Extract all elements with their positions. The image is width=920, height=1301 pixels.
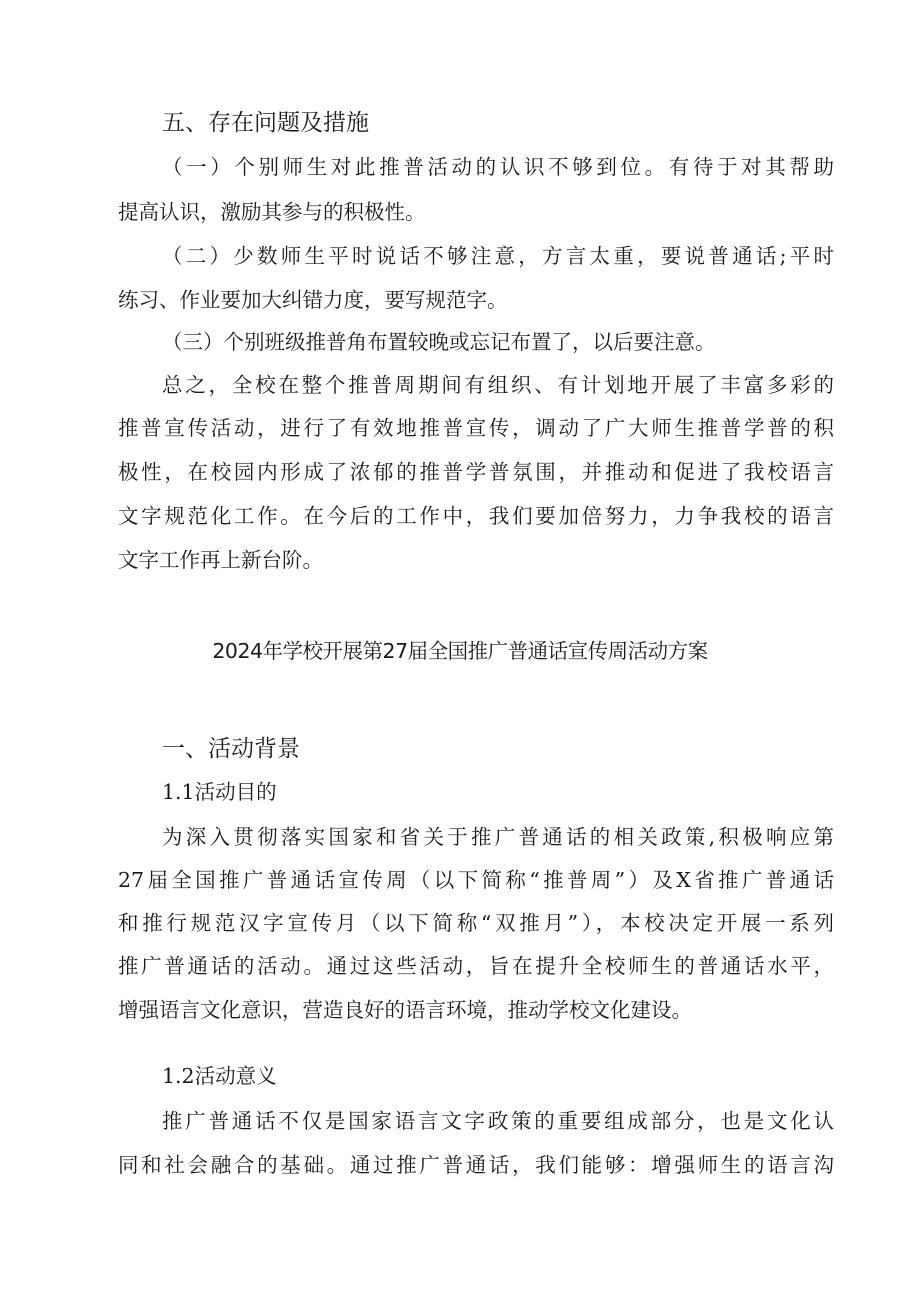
paragraph-line: 极性，在校园内形成了浓郁的推普学普氛围，并推动和促进了我校语言 [118, 460, 834, 484]
paragraph-line: 总之，全校在整个推普周期间有组织、有计划地开展了丰富多彩的 [162, 373, 834, 397]
document-title: 2024年学校开展第27届全国推广普通话宣传周活动方案 [212, 639, 708, 663]
paragraph-line: 提高认识，激励其参与的积极性。 [118, 200, 426, 224]
subsection-1-1-heading: 1.1活动目的 [162, 780, 277, 804]
paragraph-line: 推广普通话不仅是国家语言文字政策的重要组成部分，也是文化认 [162, 1109, 834, 1133]
paragraph-line: 和推行规范汉字宣传月（以下简称“双推月”），本校决定开展一系列 [118, 911, 834, 935]
paragraph-line: 推广普通话的活动。通过这些活动，旨在提升全校师生的普通话水平， [118, 954, 834, 978]
section-5-heading: 五、存在问题及措施 [162, 110, 369, 136]
paragraph-line: 推普宣传活动，进行了有效地推普宣传，调动了广大师生推普学普的积 [118, 416, 834, 440]
paragraph-line: 文字工作再上新台阶。 [118, 548, 323, 572]
paragraph-line: 增强语言文化意识，营造良好的语言环境，推动学校文化建设。 [118, 998, 692, 1022]
paragraph-line: （三）个别班级推普角布置较晚或忘记布置了，以后要注意。 [162, 330, 716, 354]
paragraph-line: 同和社会融合的基础。通过推广普通话，我们能够：增强师生的语言沟 [118, 1153, 834, 1177]
subsection-1-2-heading: 1.2活动意义 [162, 1064, 277, 1088]
paragraph-line: 为深入贯彻落实国家和省关于推广普通话的相关政策,积极响应第 [162, 825, 834, 849]
paragraph-line: 27届全国推广普通话宣传周（以下简称“推普周”）及X省推广普通话 [118, 868, 834, 892]
paragraph-line: （二）少数师生平时说话不够注意，方言太重，要说普通话;平时 [162, 244, 834, 268]
paragraph-line: （一）个别师生对此推普活动的认识不够到位。有待于对其帮助 [162, 155, 834, 179]
section-1-heading: 一、活动背景 [162, 736, 300, 762]
paragraph-line: 文字规范化工作。在今后的工作中，我们要加倍努力，力争我校的语言 [118, 504, 834, 528]
paragraph-line: 练习、作业要加大纠错力度，要写规范字。 [118, 288, 508, 312]
